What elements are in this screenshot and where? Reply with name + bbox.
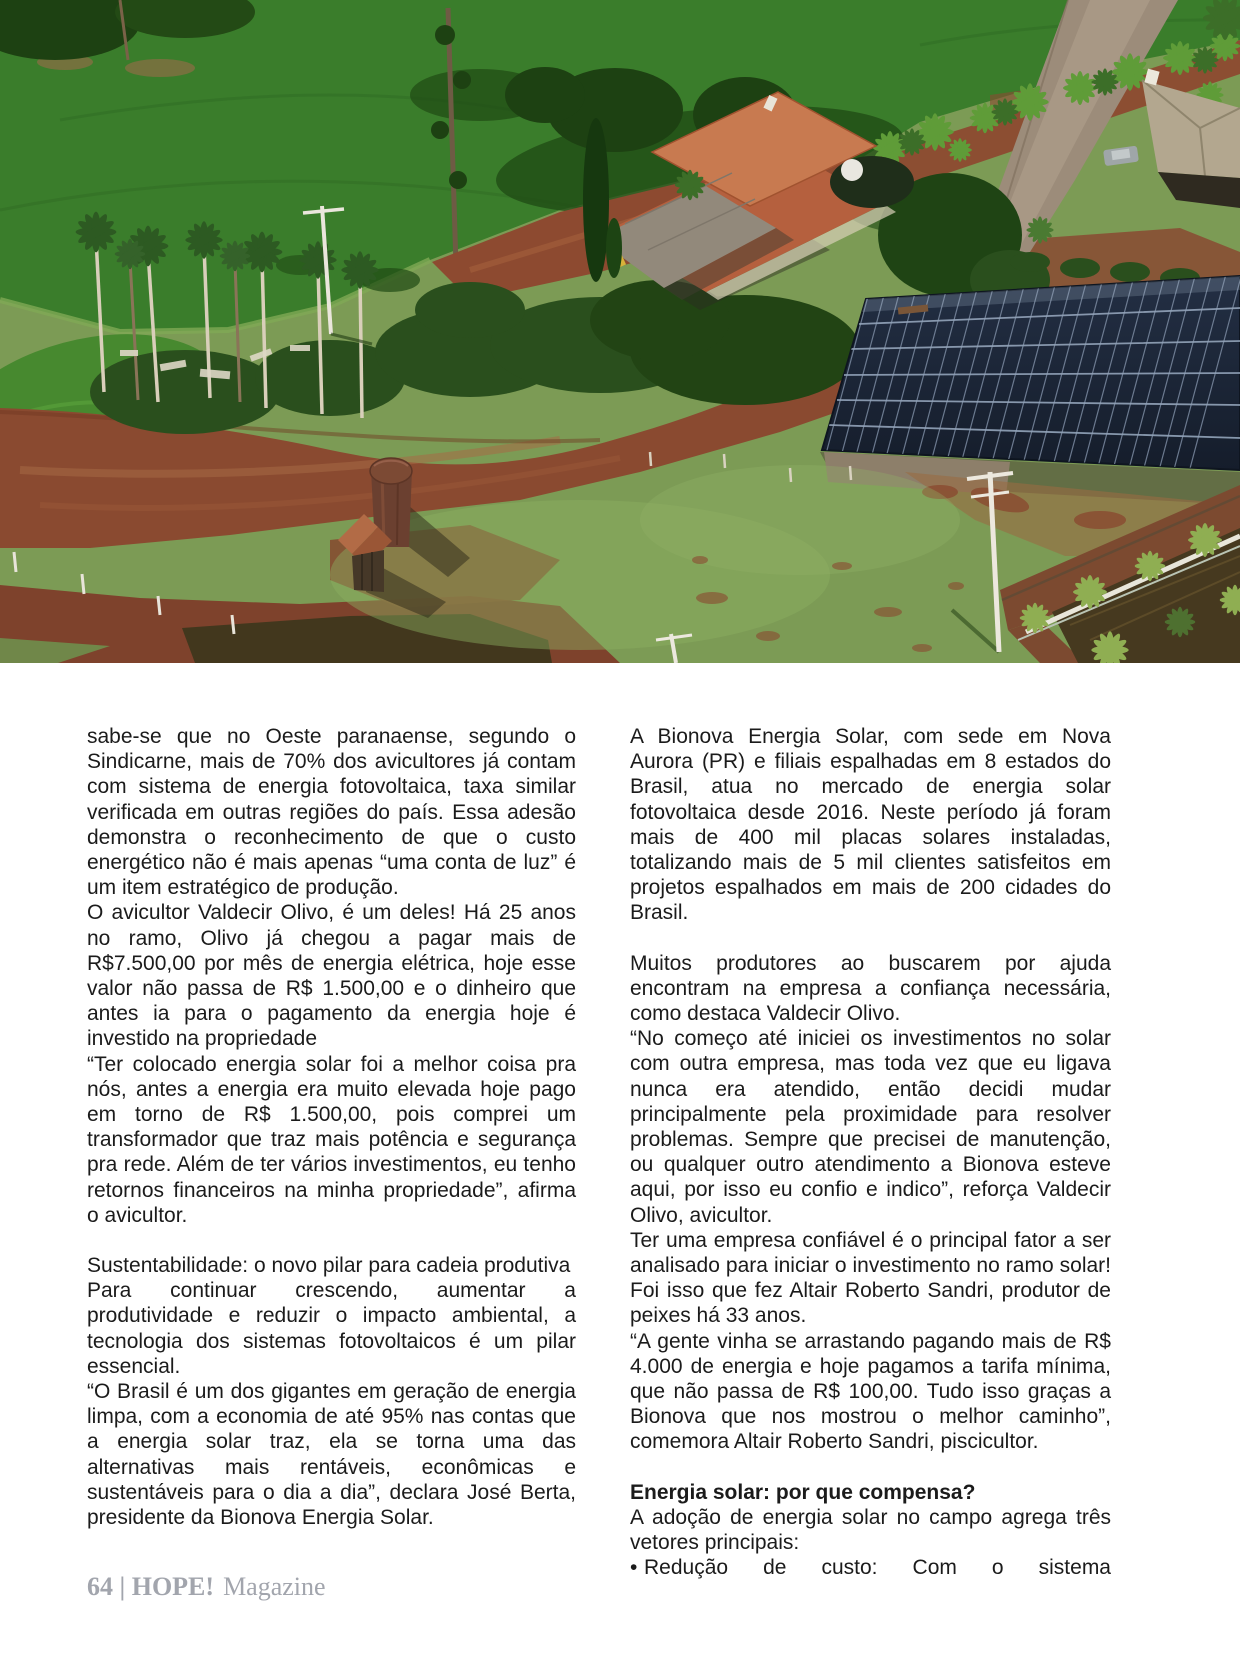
bullet-marker: • xyxy=(630,1556,638,1580)
magazine-name: Magazine xyxy=(223,1572,326,1601)
paragraph: Ter uma empresa confiável é o principal fator a ser analisado para iniciar o investimento no ramo solar! Foi isso que fez Altair Roberto Sandri, produtor de peixes há 33 anos. xyxy=(630,1228,1111,1328)
paragraph: “A gente vinha se arrastando pagando mais de R$ 4.000 de energia e hoje pagamos a tarifa mínima, que não passa de R$ 100,00. Tudo isso graças a Bionova que nos mostrou o melhor caminho”, comemora Altair Roberto Sandri, piscicultor. xyxy=(630,1329,1111,1454)
subheading-sustentabilidade: Sustentabilidade: o novo pilar para cadeia produtiva xyxy=(87,1254,571,1278)
paragraph: “O Brasil é um dos gigantes em geração de energia limpa, com a economia de até 95% nas contas que a energia solar traz, ela se torna uma das alternativas mais rentáveis, econômicas e sustentáveis para o dia a dia”, declara José Berta, presidente da Bionova Energia Solar. xyxy=(87,1380,576,1530)
page-number-and-title: 64 | HOPE! xyxy=(87,1572,215,1601)
farm-photo-svg xyxy=(0,0,1240,663)
paragraph: sabe-se que no Oeste paranaense, segundo o Sindicarne, mais de 70% dos avicultores já contam com sistema de energia fotovoltaica, taxa similar verificada em outras regiões do país. Essa adesão demonstra o reconhecimento de que o custo energético não é mais apenas “uma conta de luz” é um item estratégico de produção. xyxy=(87,725,576,900)
bullet-text: Redução de custo: Com o sistema xyxy=(644,1556,1111,1580)
paragraph: O avicultor Valdecir Olivo, é um deles! Há 25 anos no ramo, Olivo já chegou a pagar mais de R$7.500,00 por mês de energia elétrica, hoje esse valor não passa de R$ 1.500,00 e o dinheiro que antes ia para o pagamento da energia hoje é investido na propriedade xyxy=(87,901,576,1051)
paragraph: “Ter colocado energia solar foi a melhor coisa pra nós, antes a energia era muito elevada hoje pago em torno de R$ 1.500,00, pois comprei um transformador que traz mais potência e segurança pra rede. Além de ter vários investimentos, eu tenho retornos financeiros na minha propriedade”, afirma o avicultor. xyxy=(87,1052,576,1227)
paragraph: “No começo até iniciei os investimentos no solar com outra empresa, mas toda vez que eu ligava nunca era atendido, então decidi mudar principalmente pela proximidade para resolver problemas. Sempre que precisei de manutenção, ou qualquer outro atendimento a Bionova esteve aqui, por isso eu confio e indico”, reforça Valdecir Olivo, avicultor. xyxy=(630,1027,1111,1227)
article-column-right xyxy=(630,724,1111,1581)
page-footer xyxy=(87,1572,326,1602)
section-heading-energia-solar: Energia solar: por que compensa? xyxy=(630,1480,976,1504)
paragraph: A adoção de energia solar no campo agrega três vetores principais: xyxy=(630,1505,1111,1555)
aerial-farm-photo xyxy=(0,0,1240,663)
bullet-item xyxy=(630,1555,1111,1580)
article-column-left xyxy=(87,724,576,1530)
paragraph: Muitos produtores ao buscarem por ajuda encontram na empresa a confiança necessária, como destaca Valdecir Olivo. xyxy=(630,951,1111,1026)
paragraph: A Bionova Energia Solar, com sede em Nova Aurora (PR) e filiais espalhadas em 8 estados do Brasil, atua no mercado de energia solar fotovoltaica desde 2016. Neste período já foram mais de 400 mil placas solares instaladas, totalizando mais de 5 mil clientes satisfeitos em projetos espalhados em mais de 200 cidades do Brasil. xyxy=(630,725,1111,925)
paragraph: Para continuar crescendo, aumentar a produtividade e reduzir o impacto ambiental, a tecnologia dos sistemas fotovoltaicos é um pilar essencial. xyxy=(87,1279,576,1378)
